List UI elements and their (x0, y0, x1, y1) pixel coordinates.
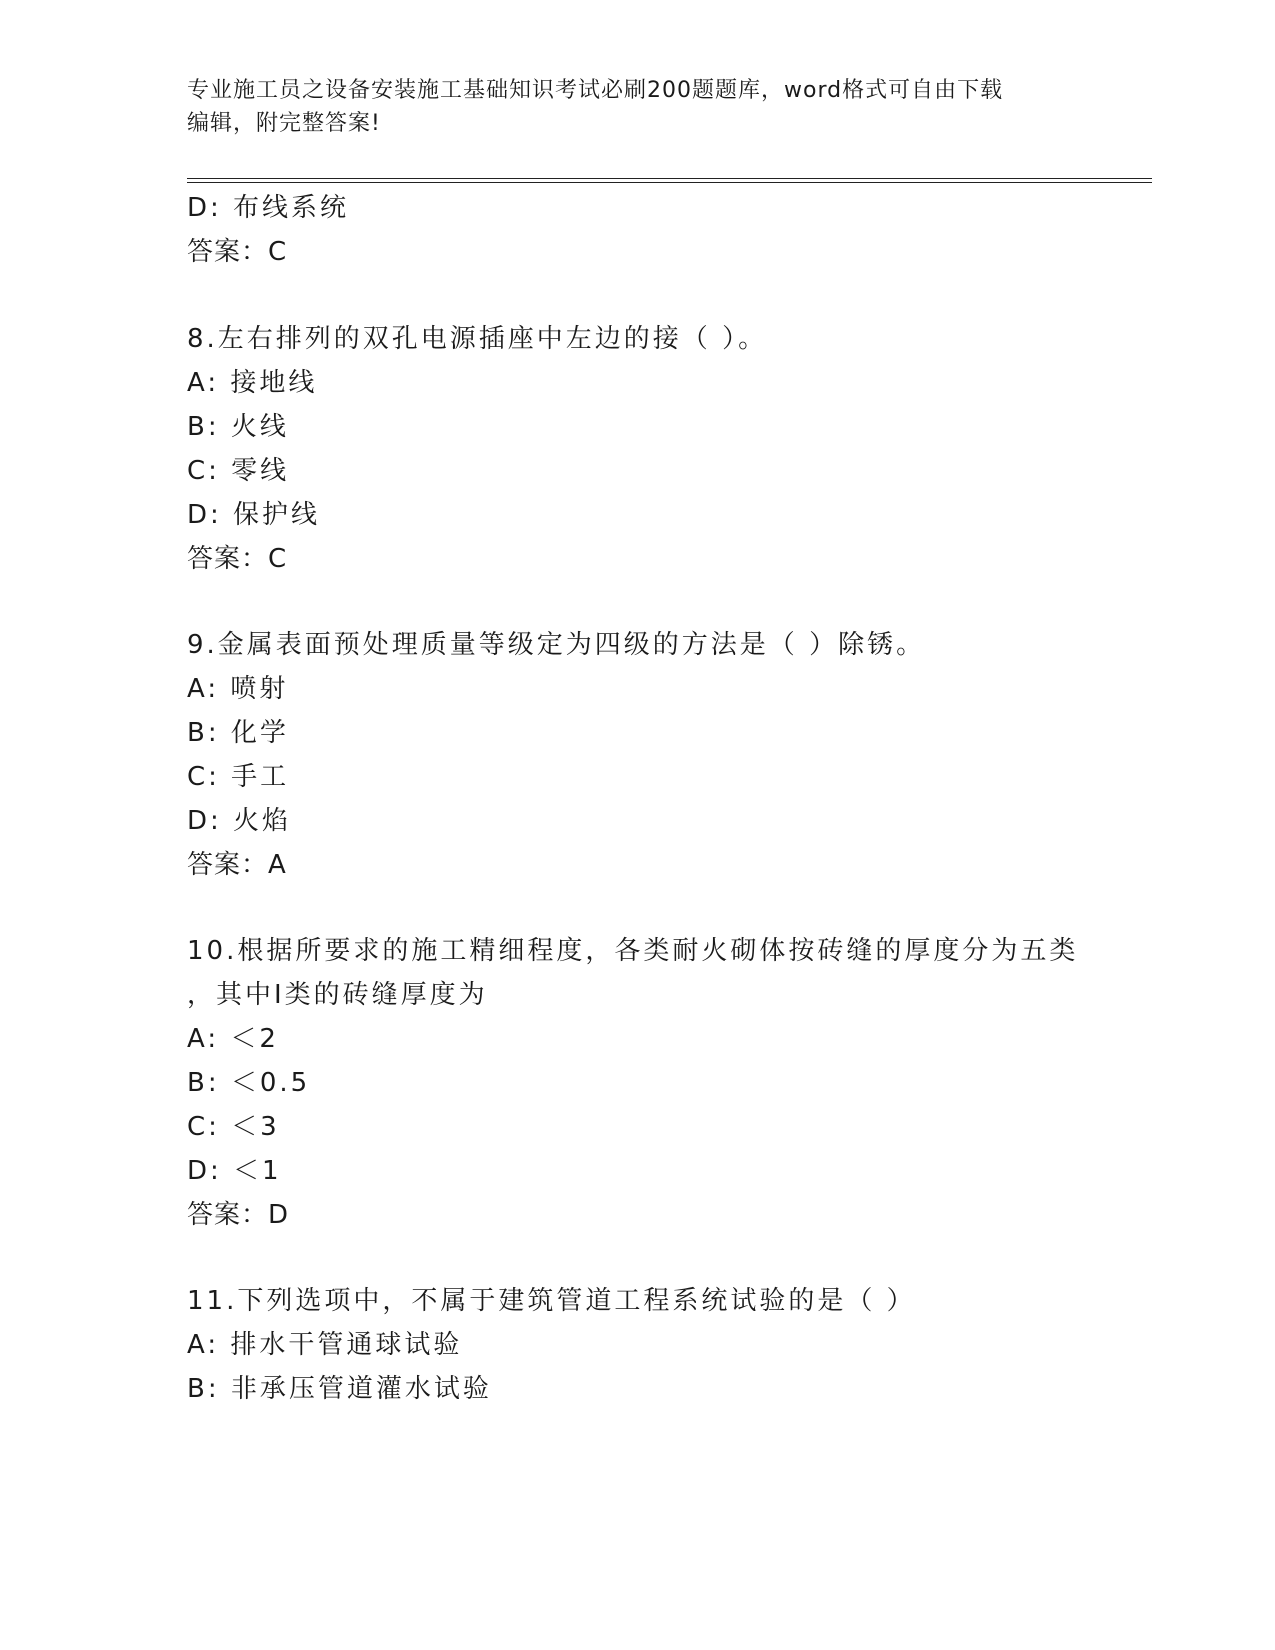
q10-question-line-1: 10.根据所要求的施工精细程度，各类耐火砌体按砖缝的厚度分为五类 (187, 936, 1079, 966)
q8-option-b: B: 火线 (187, 412, 289, 442)
document-header (187, 74, 1077, 140)
q9-option-b: B: 化学 (187, 718, 289, 748)
q9-option-a: A: 喷射 (187, 674, 289, 704)
q8-question: 8.左右排列的双孔电源插座中左边的接（ ）。 (187, 324, 768, 354)
header-rule-bottom (187, 182, 1152, 183)
header-rule-top (187, 178, 1152, 179)
q10-option-b: B: ＜0.5 (187, 1068, 311, 1098)
q8-answer: 答案：C (187, 544, 288, 574)
q8-option-d: D: 保护线 (187, 500, 321, 530)
q10-question-line-2: ，其中Ⅰ类的砖缝厚度为 (187, 980, 488, 1010)
q10-answer: 答案：D (187, 1200, 290, 1230)
q10-option-a: A: ＜2 (187, 1024, 279, 1054)
q9-option-d: D: 火焰 (187, 806, 292, 836)
q9-question: 9.金属表面预处理质量等级定为四级的方法是（ ）除锈。 (187, 630, 926, 660)
q8-option-c: C: 零线 (187, 456, 290, 486)
q10-option-d: D: ＜1 (187, 1156, 282, 1186)
q10-option-c: C: ＜3 (187, 1112, 280, 1142)
q11-option-a: A: 排水干管通球试验 (187, 1330, 463, 1360)
prev-option-d: D: 布线系统 (187, 193, 350, 223)
q8-option-a: A: 接地线 (187, 368, 318, 398)
q11-question: 11.下列选项中，不属于建筑管道工程系统试验的是（ ） (187, 1286, 916, 1316)
prev-answer: 答案：C (187, 237, 288, 267)
q9-answer: 答案：A (187, 850, 287, 880)
q11-option-b: B: 非承压管道灌水试验 (187, 1374, 492, 1404)
header-line-1: 专业施工员之设备安装施工基础知识考试必刷200题题库，word格式可自由下载 (187, 78, 1004, 103)
q9-option-c: C: 手工 (187, 762, 290, 792)
header-line-2: 编辑，附完整答案! (187, 111, 381, 136)
